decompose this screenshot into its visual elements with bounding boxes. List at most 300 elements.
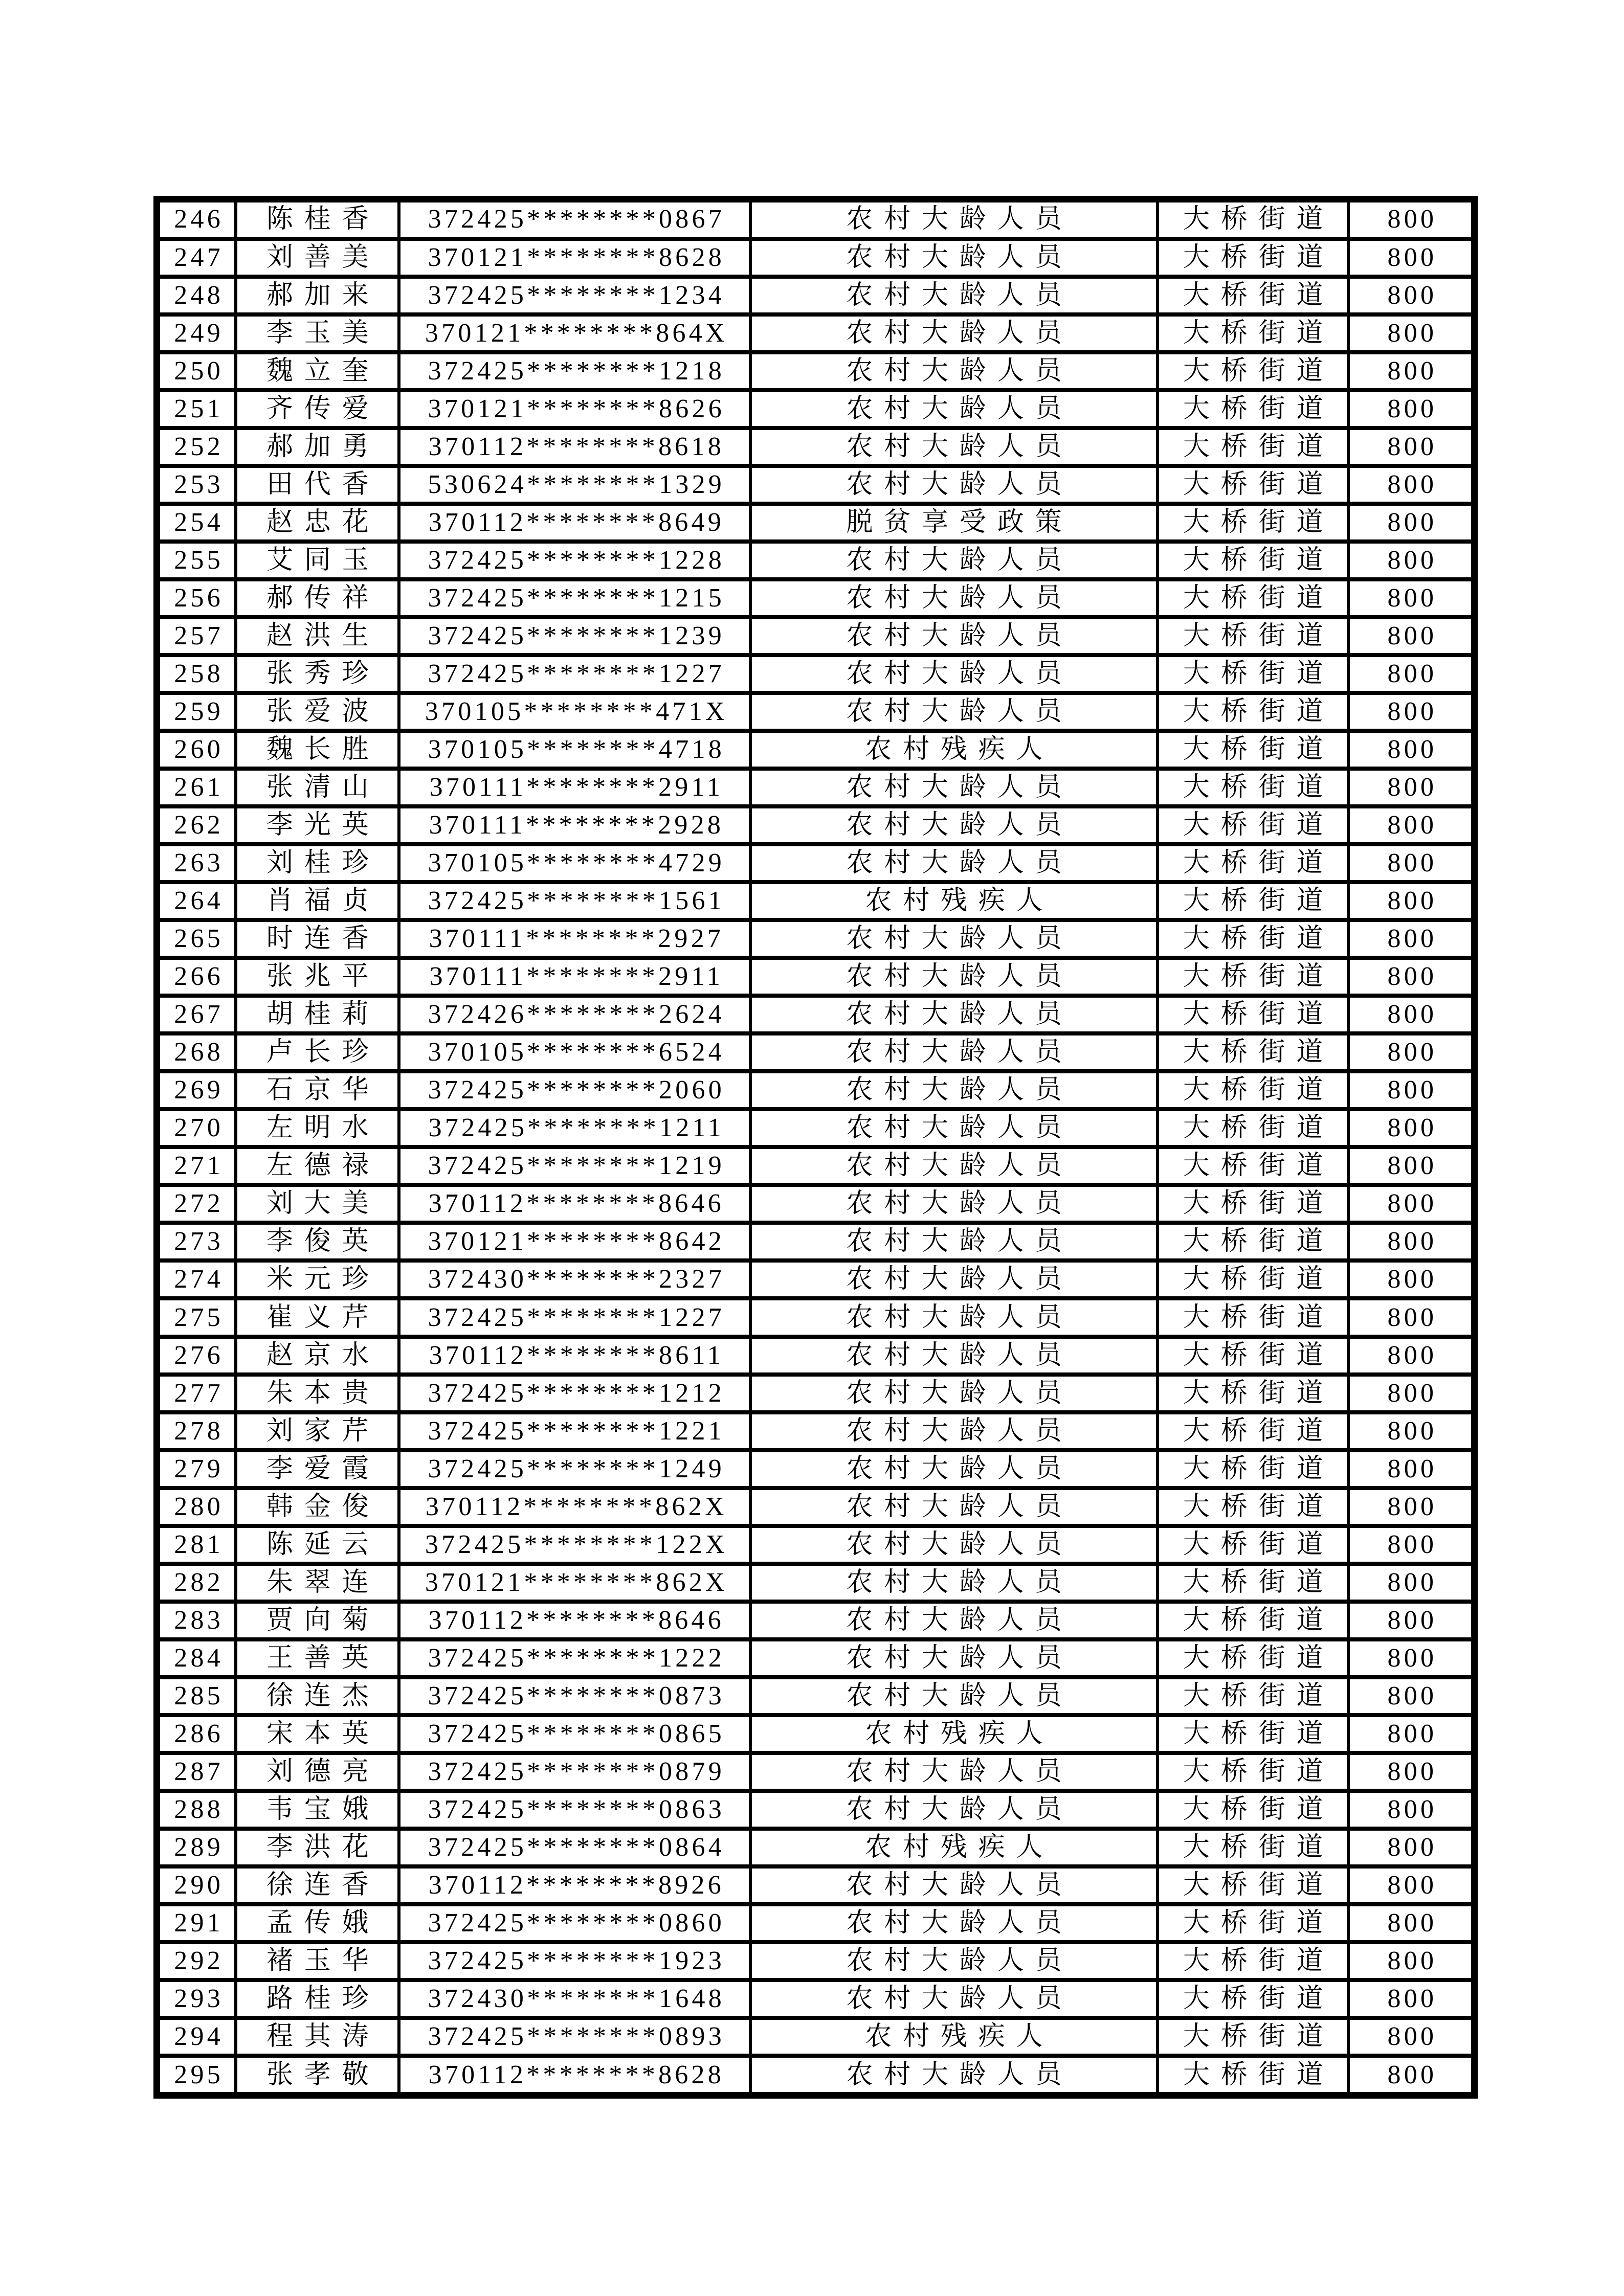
id-number-cell: 372425********1215: [399, 579, 750, 617]
id-number-cell: 370112********862X: [399, 1488, 750, 1526]
amount-cell: 800: [1348, 1337, 1474, 1375]
table-row: [157, 1298, 1475, 1336]
id-number-cell: 372425********0873: [399, 1677, 750, 1715]
id-number-cell: 372425********0867: [399, 199, 750, 239]
street-cell: 大桥街道: [1158, 1412, 1349, 1450]
name-cell: 刘桂珍: [236, 844, 399, 882]
amount-cell: 800: [1348, 1298, 1474, 1336]
amount-cell: 800: [1348, 314, 1474, 352]
row-number-cell: 264: [157, 882, 236, 920]
street-cell: 大桥街道: [1158, 1791, 1349, 1829]
street-cell: 大桥街道: [1158, 1033, 1349, 1071]
table-row: [157, 199, 1475, 239]
category-cell: 农村大龄人员: [750, 2056, 1158, 2095]
table-row: [157, 1904, 1475, 1942]
table-row: [157, 1033, 1475, 1071]
row-number-cell: 276: [157, 1337, 236, 1375]
amount-cell: 800: [1348, 1412, 1474, 1450]
street-cell: 大桥街道: [1158, 542, 1349, 579]
id-number-cell: 372425********0860: [399, 1904, 750, 1942]
name-cell: 石京华: [236, 1071, 399, 1109]
row-number-cell: 248: [157, 277, 236, 314]
id-number-cell: 372425********0864: [399, 1829, 750, 1866]
id-number-cell: 370112********8646: [399, 1185, 750, 1223]
category-cell: 农村大龄人员: [750, 769, 1158, 806]
id-number-cell: 370112********8646: [399, 1602, 750, 1639]
table-row: [157, 466, 1475, 504]
amount-cell: 800: [1348, 1602, 1474, 1639]
category-cell: 农村大龄人员: [750, 1147, 1158, 1185]
name-cell: 程其涛: [236, 2018, 399, 2056]
amount-cell: 800: [1348, 199, 1474, 239]
amount-cell: 800: [1348, 617, 1474, 655]
amount-cell: 800: [1348, 1753, 1474, 1791]
name-cell: 徐连香: [236, 1866, 399, 1904]
street-cell: 大桥街道: [1158, 1602, 1349, 1639]
id-number-cell: 370121********8626: [399, 390, 750, 428]
id-number-cell: 370112********8649: [399, 504, 750, 542]
name-cell: 田代香: [236, 466, 399, 504]
amount-cell: 800: [1348, 1260, 1474, 1298]
row-number-cell: 262: [157, 806, 236, 844]
category-cell: 农村大龄人员: [750, 390, 1158, 428]
category-cell: 农村残疾人: [750, 882, 1158, 920]
category-cell: 农村大龄人员: [750, 314, 1158, 352]
name-cell: 孟传娥: [236, 1904, 399, 1942]
name-cell: 魏长胜: [236, 731, 399, 769]
table-row: [157, 1375, 1475, 1412]
row-number-cell: 261: [157, 769, 236, 806]
name-cell: 宋本英: [236, 1715, 399, 1753]
street-cell: 大桥街道: [1158, 390, 1349, 428]
row-number-cell: 288: [157, 1791, 236, 1829]
street-cell: 大桥街道: [1158, 1375, 1349, 1412]
name-cell: 刘善美: [236, 239, 399, 277]
street-cell: 大桥街道: [1158, 1298, 1349, 1336]
row-number-cell: 279: [157, 1450, 236, 1488]
id-number-cell: 372425********0865: [399, 1715, 750, 1753]
id-number-cell: 370111********2927: [399, 920, 750, 958]
id-number-cell: 370105********471X: [399, 693, 750, 731]
row-number-cell: 274: [157, 1260, 236, 1298]
table-row: [157, 1866, 1475, 1904]
table-row: [157, 352, 1475, 390]
category-cell: 农村大龄人员: [750, 1337, 1158, 1375]
id-number-cell: 372425********1923: [399, 1942, 750, 1980]
category-cell: 农村大龄人员: [750, 1980, 1158, 2018]
table-row: [157, 958, 1475, 996]
table-row: [157, 314, 1475, 352]
category-cell: 农村大龄人员: [750, 1791, 1158, 1829]
amount-cell: 800: [1348, 1185, 1474, 1223]
street-cell: 大桥街道: [1158, 1071, 1349, 1109]
row-number-cell: 278: [157, 1412, 236, 1450]
row-number-cell: 250: [157, 352, 236, 390]
category-cell: 农村大龄人员: [750, 1109, 1158, 1147]
category-cell: 农村大龄人员: [750, 277, 1158, 314]
street-cell: 大桥街道: [1158, 352, 1349, 390]
table-row: [157, 1791, 1475, 1829]
id-number-cell: 372425********0879: [399, 1753, 750, 1791]
category-cell: 农村大龄人员: [750, 1185, 1158, 1223]
id-number-cell: 372425********1234: [399, 277, 750, 314]
table-row: [157, 693, 1475, 731]
amount-cell: 800: [1348, 352, 1474, 390]
name-cell: 朱本贵: [236, 1375, 399, 1412]
row-number-cell: 252: [157, 428, 236, 466]
street-cell: 大桥街道: [1158, 239, 1349, 277]
street-cell: 大桥街道: [1158, 428, 1349, 466]
row-number-cell: 246: [157, 199, 236, 239]
street-cell: 大桥街道: [1158, 1980, 1349, 2018]
amount-cell: 800: [1348, 239, 1474, 277]
category-cell: 农村残疾人: [750, 2018, 1158, 2056]
street-cell: 大桥街道: [1158, 466, 1349, 504]
name-cell: 李俊英: [236, 1223, 399, 1260]
name-cell: 朱翠连: [236, 1564, 399, 1602]
name-cell: 齐传爱: [236, 390, 399, 428]
id-number-cell: 370111********2911: [399, 958, 750, 996]
table-row: [157, 1753, 1475, 1791]
name-cell: 赵洪生: [236, 617, 399, 655]
category-cell: 农村大龄人员: [750, 1942, 1158, 1980]
name-cell: 左德禄: [236, 1147, 399, 1185]
name-cell: 郝加来: [236, 277, 399, 314]
table-row: [157, 1639, 1475, 1677]
row-number-cell: 281: [157, 1526, 236, 1564]
row-number-cell: 263: [157, 844, 236, 882]
street-cell: 大桥街道: [1158, 1337, 1349, 1375]
id-number-cell: 370112********8926: [399, 1866, 750, 1904]
id-number-cell: 372425********1249: [399, 1450, 750, 1488]
table-row: [157, 1602, 1475, 1639]
amount-cell: 800: [1348, 504, 1474, 542]
name-cell: 米元珍: [236, 1260, 399, 1298]
amount-cell: 800: [1348, 1715, 1474, 1753]
id-number-cell: 370105********4718: [399, 731, 750, 769]
amount-cell: 800: [1348, 1488, 1474, 1526]
row-number-cell: 282: [157, 1564, 236, 1602]
table-row: [157, 882, 1475, 920]
id-number-cell: 370121********864X: [399, 314, 750, 352]
amount-cell: 800: [1348, 1942, 1474, 1980]
table-row: [157, 617, 1475, 655]
name-cell: 李爱霞: [236, 1450, 399, 1488]
name-cell: 褚玉华: [236, 1942, 399, 1980]
name-cell: 贾向菊: [236, 1602, 399, 1639]
row-number-cell: 294: [157, 2018, 236, 2056]
row-number-cell: 249: [157, 314, 236, 352]
name-cell: 张爱波: [236, 693, 399, 731]
id-number-cell: 372425********1222: [399, 1639, 750, 1677]
name-cell: 张孝敬: [236, 2056, 399, 2095]
category-cell: 农村大龄人员: [750, 1298, 1158, 1336]
row-number-cell: 284: [157, 1639, 236, 1677]
row-number-cell: 283: [157, 1602, 236, 1639]
category-cell: 农村大龄人员: [750, 352, 1158, 390]
id-number-cell: 370105********6524: [399, 1033, 750, 1071]
amount-cell: 800: [1348, 920, 1474, 958]
street-cell: 大桥街道: [1158, 2018, 1349, 2056]
id-number-cell: 372425********1227: [399, 1298, 750, 1336]
row-number-cell: 295: [157, 2056, 236, 2095]
category-cell: 农村大龄人员: [750, 655, 1158, 693]
category-cell: 农村大龄人员: [750, 844, 1158, 882]
row-number-cell: 289: [157, 1829, 236, 1866]
id-number-cell: 530624********1329: [399, 466, 750, 504]
row-number-cell: 257: [157, 617, 236, 655]
name-cell: 张清山: [236, 769, 399, 806]
category-cell: 农村大龄人员: [750, 1260, 1158, 1298]
street-cell: 大桥街道: [1158, 882, 1349, 920]
id-number-cell: 370112********8628: [399, 2056, 750, 2095]
street-cell: 大桥街道: [1158, 655, 1349, 693]
name-cell: 肖福贞: [236, 882, 399, 920]
street-cell: 大桥街道: [1158, 1753, 1349, 1791]
street-cell: 大桥街道: [1158, 1866, 1349, 1904]
street-cell: 大桥街道: [1158, 920, 1349, 958]
table-row: [157, 1526, 1475, 1564]
amount-cell: 800: [1348, 390, 1474, 428]
category-cell: 农村大龄人员: [750, 428, 1158, 466]
benefit-list-table: [153, 196, 1478, 2099]
amount-cell: 800: [1348, 958, 1474, 996]
category-cell: 农村大龄人员: [750, 239, 1158, 277]
street-cell: 大桥街道: [1158, 844, 1349, 882]
table-row: [157, 1980, 1475, 2018]
name-cell: 张兆平: [236, 958, 399, 996]
name-cell: 韦宝娥: [236, 1791, 399, 1829]
street-cell: 大桥街道: [1158, 1526, 1349, 1564]
row-number-cell: 285: [157, 1677, 236, 1715]
id-number-cell: 372425********1218: [399, 352, 750, 390]
row-number-cell: 247: [157, 239, 236, 277]
id-number-cell: 372425********1212: [399, 1375, 750, 1412]
row-number-cell: 255: [157, 542, 236, 579]
street-cell: 大桥街道: [1158, 1147, 1349, 1185]
id-number-cell: 372426********2624: [399, 996, 750, 1033]
amount-cell: 800: [1348, 1223, 1474, 1260]
amount-cell: 800: [1348, 1639, 1474, 1677]
row-number-cell: 280: [157, 1488, 236, 1526]
row-number-cell: 292: [157, 1942, 236, 1980]
amount-cell: 800: [1348, 844, 1474, 882]
name-cell: 陈桂香: [236, 199, 399, 239]
amount-cell: 800: [1348, 882, 1474, 920]
row-number-cell: 272: [157, 1185, 236, 1223]
name-cell: 刘家芹: [236, 1412, 399, 1450]
street-cell: 大桥街道: [1158, 1829, 1349, 1866]
street-cell: 大桥街道: [1158, 1904, 1349, 1942]
street-cell: 大桥街道: [1158, 731, 1349, 769]
row-number-cell: 268: [157, 1033, 236, 1071]
name-cell: 卢长珍: [236, 1033, 399, 1071]
amount-cell: 800: [1348, 693, 1474, 731]
name-cell: 郝传祥: [236, 579, 399, 617]
category-cell: 农村大龄人员: [750, 1904, 1158, 1942]
amount-cell: 800: [1348, 1866, 1474, 1904]
category-cell: 农村大龄人员: [750, 542, 1158, 579]
table-row: [157, 428, 1475, 466]
street-cell: 大桥街道: [1158, 314, 1349, 352]
row-number-cell: 287: [157, 1753, 236, 1791]
street-cell: 大桥街道: [1158, 1564, 1349, 1602]
id-number-cell: 370111********2911: [399, 769, 750, 806]
table-row: [157, 390, 1475, 428]
amount-cell: 800: [1348, 277, 1474, 314]
id-number-cell: 372425********1219: [399, 1147, 750, 1185]
category-cell: 农村残疾人: [750, 1829, 1158, 1866]
row-number-cell: 251: [157, 390, 236, 428]
name-cell: 魏立奎: [236, 352, 399, 390]
amount-cell: 800: [1348, 1375, 1474, 1412]
category-cell: 农村大龄人员: [750, 693, 1158, 731]
category-cell: 农村大龄人员: [750, 958, 1158, 996]
street-cell: 大桥街道: [1158, 579, 1349, 617]
table-row: [157, 1715, 1475, 1753]
amount-cell: 800: [1348, 2018, 1474, 2056]
row-number-cell: 291: [157, 1904, 236, 1942]
category-cell: 农村残疾人: [750, 1715, 1158, 1753]
category-cell: 农村大龄人员: [750, 1488, 1158, 1526]
category-cell: 农村大龄人员: [750, 806, 1158, 844]
amount-cell: 800: [1348, 655, 1474, 693]
table-row: [157, 996, 1475, 1033]
category-cell: 农村大龄人员: [750, 1564, 1158, 1602]
table-row: [157, 1071, 1475, 1109]
street-cell: 大桥街道: [1158, 1677, 1349, 1715]
name-cell: 李洪花: [236, 1829, 399, 1866]
name-cell: 刘大美: [236, 1185, 399, 1223]
category-cell: 农村大龄人员: [750, 1639, 1158, 1677]
id-number-cell: 372425********1239: [399, 617, 750, 655]
name-cell: 郝加勇: [236, 428, 399, 466]
amount-cell: 800: [1348, 428, 1474, 466]
street-cell: 大桥街道: [1158, 617, 1349, 655]
row-number-cell: 259: [157, 693, 236, 731]
table-row: [157, 769, 1475, 806]
table-row: [157, 579, 1475, 617]
category-cell: 农村大龄人员: [750, 1412, 1158, 1450]
amount-cell: 800: [1348, 2056, 1474, 2095]
row-number-cell: 267: [157, 996, 236, 1033]
name-cell: 时连香: [236, 920, 399, 958]
name-cell: 赵京水: [236, 1337, 399, 1375]
category-cell: 脱贫享受政策: [750, 504, 1158, 542]
row-number-cell: 277: [157, 1375, 236, 1412]
category-cell: 农村大龄人员: [750, 617, 1158, 655]
category-cell: 农村大龄人员: [750, 1677, 1158, 1715]
street-cell: 大桥街道: [1158, 1942, 1349, 1980]
table-row: [157, 844, 1475, 882]
name-cell: 刘德亮: [236, 1753, 399, 1791]
id-number-cell: 370112********8618: [399, 428, 750, 466]
category-cell: 农村大龄人员: [750, 579, 1158, 617]
name-cell: 赵忠花: [236, 504, 399, 542]
amount-cell: 800: [1348, 1564, 1474, 1602]
category-cell: 农村大龄人员: [750, 920, 1158, 958]
id-number-cell: 372430********1648: [399, 1980, 750, 2018]
street-cell: 大桥街道: [1158, 1223, 1349, 1260]
row-number-cell: 273: [157, 1223, 236, 1260]
id-number-cell: 372430********2327: [399, 1260, 750, 1298]
id-number-cell: 372425********1561: [399, 882, 750, 920]
row-number-cell: 275: [157, 1298, 236, 1336]
amount-cell: 800: [1348, 1147, 1474, 1185]
row-number-cell: 266: [157, 958, 236, 996]
table-row: [157, 542, 1475, 579]
street-cell: 大桥街道: [1158, 693, 1349, 731]
id-number-cell: 370121********862X: [399, 1564, 750, 1602]
id-number-cell: 370121********8628: [399, 239, 750, 277]
amount-cell: 800: [1348, 1109, 1474, 1147]
category-cell: 农村残疾人: [750, 731, 1158, 769]
amount-cell: 800: [1348, 1791, 1474, 1829]
amount-cell: 800: [1348, 731, 1474, 769]
table-row: [157, 655, 1475, 693]
category-cell: 农村大龄人员: [750, 1866, 1158, 1904]
table-row: [157, 1564, 1475, 1602]
id-number-cell: 370105********4729: [399, 844, 750, 882]
street-cell: 大桥街道: [1158, 958, 1349, 996]
name-cell: 左明水: [236, 1109, 399, 1147]
row-number-cell: 293: [157, 1980, 236, 2018]
row-number-cell: 269: [157, 1071, 236, 1109]
table-row: [157, 806, 1475, 844]
table-row: [157, 1109, 1475, 1147]
street-cell: 大桥街道: [1158, 1450, 1349, 1488]
id-number-cell: 370112********8611: [399, 1337, 750, 1375]
name-cell: 陈延云: [236, 1526, 399, 1564]
table-row: [157, 277, 1475, 314]
name-cell: 李光英: [236, 806, 399, 844]
amount-cell: 800: [1348, 769, 1474, 806]
category-cell: 农村大龄人员: [750, 199, 1158, 239]
amount-cell: 800: [1348, 1526, 1474, 1564]
name-cell: 张秀珍: [236, 655, 399, 693]
category-cell: 农村大龄人员: [750, 1753, 1158, 1791]
id-number-cell: 372425********2060: [399, 1071, 750, 1109]
table-row: [157, 1223, 1475, 1260]
street-cell: 大桥街道: [1158, 1715, 1349, 1753]
category-cell: 农村大龄人员: [750, 1071, 1158, 1109]
table-row: [157, 1677, 1475, 1715]
table-row: [157, 1147, 1475, 1185]
id-number-cell: 370111********2928: [399, 806, 750, 844]
table-row: [157, 1942, 1475, 1980]
table-row: [157, 504, 1475, 542]
name-cell: 崔义芹: [236, 1298, 399, 1336]
street-cell: 大桥街道: [1158, 1109, 1349, 1147]
table-row: [157, 731, 1475, 769]
category-cell: 农村大龄人员: [750, 466, 1158, 504]
table-row: [157, 2056, 1475, 2095]
id-number-cell: 372425********1211: [399, 1109, 750, 1147]
id-number-cell: 372425********0893: [399, 2018, 750, 2056]
row-number-cell: 271: [157, 1147, 236, 1185]
table-row: [157, 1185, 1475, 1223]
category-cell: 农村大龄人员: [750, 1375, 1158, 1412]
row-number-cell: 260: [157, 731, 236, 769]
table-row: [157, 1829, 1475, 1866]
table-row: [157, 920, 1475, 958]
row-number-cell: 253: [157, 466, 236, 504]
name-cell: 王善英: [236, 1639, 399, 1677]
amount-cell: 800: [1348, 1450, 1474, 1488]
amount-cell: 800: [1348, 996, 1474, 1033]
amount-cell: 800: [1348, 542, 1474, 579]
street-cell: 大桥街道: [1158, 806, 1349, 844]
